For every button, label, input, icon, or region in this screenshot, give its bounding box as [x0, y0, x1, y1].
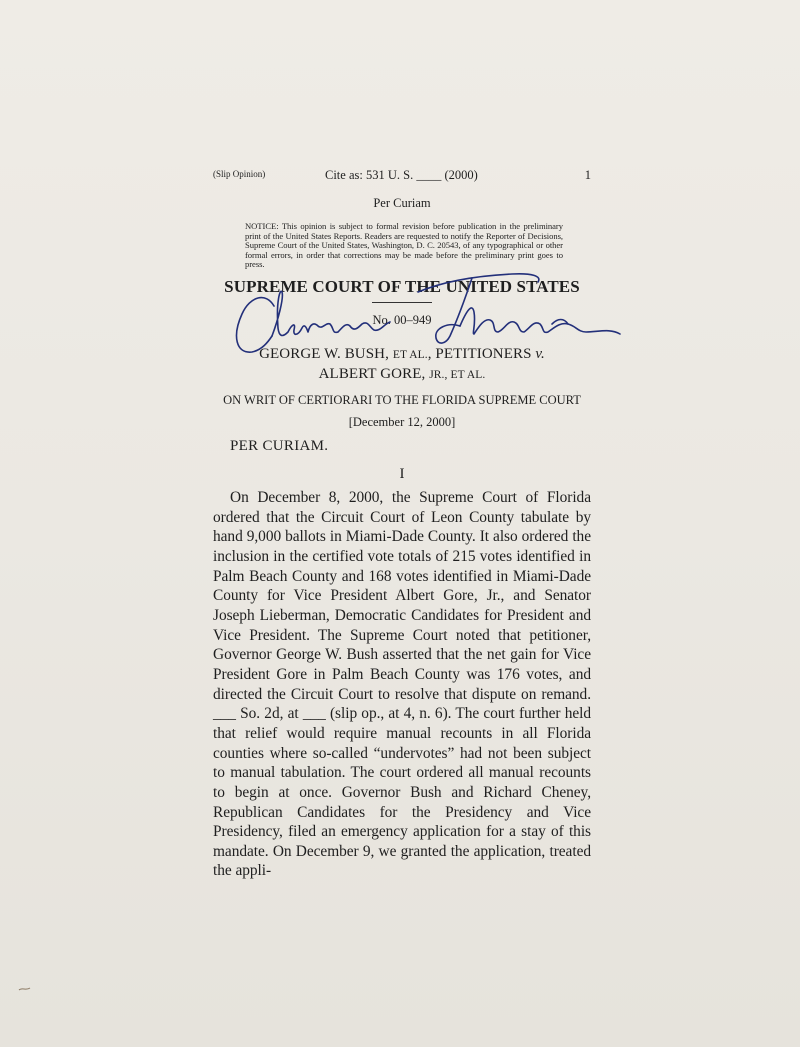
title-divider — [372, 302, 432, 303]
paper-mark — [18, 986, 32, 992]
section-number: I — [399, 466, 405, 482]
respondent-name: ALBERT GORE, — [318, 366, 426, 382]
petitioner-line — [213, 346, 591, 363]
versus: v. — [535, 346, 545, 362]
petitioner-name: GEORGE W. BUSH, — [259, 346, 389, 362]
respondent-etal: , ET AL. — [444, 369, 486, 381]
court-title: SUPREME COURT OF THE UNITED STATES — [224, 277, 580, 296]
respondent-line — [213, 366, 591, 383]
page-number: 1 — [584, 168, 591, 182]
slip-opinion-label: (Slip Opinion) — [213, 169, 266, 179]
per-curiam-heading: PER CURIAM. — [230, 438, 329, 454]
citation: Cite as: 531 U. S. ____ (2000) — [325, 168, 478, 182]
opinion-body — [213, 488, 591, 881]
page-header — [213, 168, 591, 184]
opinion-paragraph: On December 8, 2000, the Supreme Court of Florida ordered that the Circuit Court of Leon County tabulate by hand 9,000 ballots in Miami-Dade County. It also ordered the inclusion in the certified vote totals of 215 votes identified in Palm Beach County and 168 votes identified in Miami-Dade County for Vice President Albert Gore, Jr., and Senator Joseph Lieberman, Democratic Candidates for President and Vice President. The Supreme Court noted that petitioner, Governor George W. Bush asserted that the net gain for Vice President Gore in Palm Beach County was 176 votes, and directed the Circuit Court to resolve that dispute on remand. ___ So. 2d, at ___ (slip op., at 4, n. 6). The court further held that relief would require manual recounts in all Florida counties where so-called “undervotes” had not been subject to manual tabulation. The court ordered all manual recounts to begin at once. Governor Bush and Richard Cheney, Republican Candidates for the Presidency and Vice Presidency, filed an emergency application for a stay of this mandate. On December 9, we granted the application, treated the appli- — [213, 489, 591, 880]
petitioner-role: , PETITIONERS — [427, 346, 532, 362]
publication-notice: NOTICE: This opinion is subject to formal revision before publication in the preliminary print of the United States Reports. Readers are requested to notify the Reporter of Decisions, Supreme Court of the United States, Washington, D. C. 20543, of any typographical or other formal errors, in order that corrections may be made before the preliminary print goes to press. — [245, 221, 563, 270]
petitioner-etal: ET AL. — [392, 349, 428, 361]
writ-line: ON WRIT OF CERTIORARI TO THE FLORIDA SUPREME COURT — [223, 393, 581, 407]
running-head: Per Curiam — [373, 196, 431, 210]
decision-date: [December 12, 2000] — [348, 415, 456, 429]
docket-number: No. 00–949 — [372, 313, 432, 327]
respondent-jr: JR. — [429, 369, 445, 381]
